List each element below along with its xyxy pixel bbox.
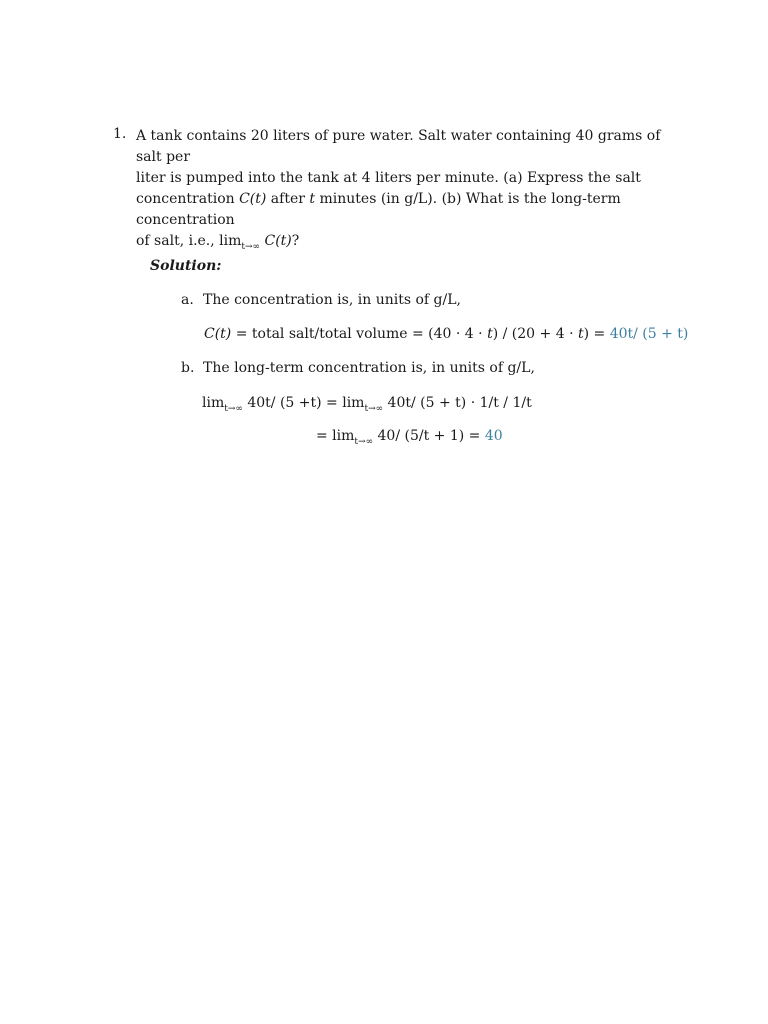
- math-ct: C(t): [260, 233, 292, 249]
- text-span: = total salt/total volume = (40 · 4 ·: [231, 326, 488, 342]
- text-span: lim: [202, 395, 225, 411]
- text-span: 40t/ (5 + t) · 1/t / 1/t: [383, 395, 532, 411]
- part-a-equation: [204, 326, 688, 342]
- solution-heading: Solution:: [150, 258, 222, 274]
- part-a-text: The concentration is, in units of g/L,: [203, 292, 461, 308]
- problem-line-4: [136, 231, 683, 254]
- part-b-equation-1: [202, 395, 532, 414]
- text-span: ) / (20 + 4 ·: [492, 326, 578, 342]
- text-span: concentration: [136, 191, 240, 207]
- text-span: after: [266, 191, 310, 207]
- part-b-label: b.: [181, 360, 195, 376]
- text-span: ?: [291, 233, 300, 249]
- text-span: of salt, i.e., lim: [136, 233, 242, 249]
- part-b-equation-2: [316, 428, 503, 447]
- text-span: 40/ (5/t + 1) =: [373, 428, 485, 444]
- problem-number: 1.: [113, 126, 127, 142]
- math-t: t: [309, 191, 316, 207]
- limit-subscript: t→∞: [364, 404, 384, 414]
- problem-line-1: A tank contains 20 liters of pure water. Salt water containing 40 grams of salt per: [136, 128, 661, 165]
- limit-subscript: t→∞: [241, 242, 261, 252]
- text-span: = lim: [316, 428, 355, 444]
- limit-subscript: t→∞: [354, 437, 374, 447]
- part-b: [181, 360, 681, 376]
- problem-line-2: liter is pumped into the tank at 4 liters per minute. (a) Express the salt: [136, 170, 641, 186]
- text-span: 40t/ (5 +t) = lim: [242, 395, 365, 411]
- limit-subscript: t→∞: [224, 404, 243, 414]
- problem-text: [136, 126, 683, 254]
- part-b-result: 40: [484, 428, 503, 444]
- part-a-result: 40t/ (5 + t): [609, 326, 689, 342]
- math-t: t: [487, 326, 493, 342]
- part-a: [181, 292, 681, 308]
- part-b-text: The long-term concentration is, in units of g/L,: [203, 360, 535, 376]
- problem-line-3: [136, 189, 683, 231]
- text-span: ) =: [583, 326, 610, 342]
- math-t: t: [577, 326, 584, 342]
- problem-1: [113, 126, 683, 254]
- math-ct: C(t): [239, 191, 267, 207]
- text-span: minutes (in g/L). (b) What is the long-term concentration: [136, 191, 621, 228]
- math-ct: C(t): [204, 326, 232, 342]
- part-a-label: a.: [181, 292, 194, 308]
